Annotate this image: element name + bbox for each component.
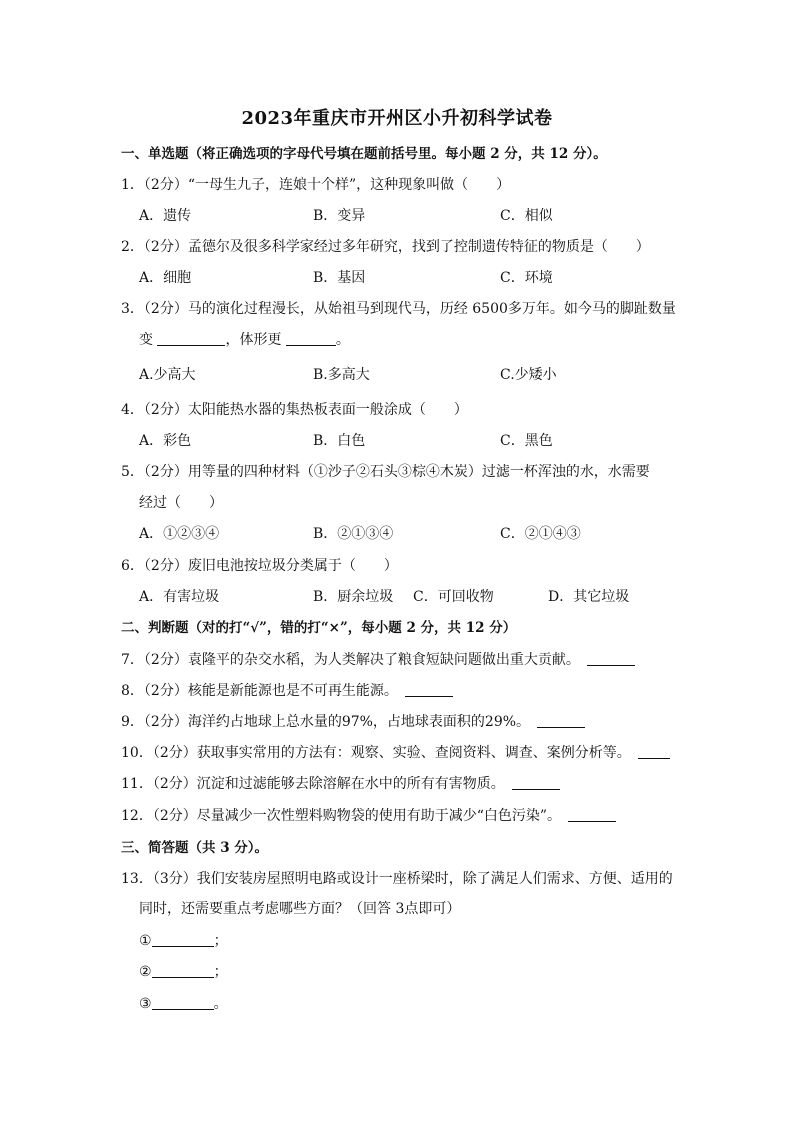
q2-option-b: B．基因 — [313, 270, 366, 286]
question-10 — [121, 743, 670, 763]
question-1-stem: 1．（2分）“一母生九子，连娘十个样”，这种现象叫做（ ） — [121, 177, 511, 193]
q13-answer-1-number: ① — [139, 933, 152, 949]
q11-text: 11．（2分）沉淀和过滤能够去除溶解在水中的所有有害物质。 — [121, 776, 505, 792]
question-12 — [121, 806, 616, 826]
q4-option-c: C．黑色 — [500, 433, 553, 449]
question-13-stem-continued: 同时，还需要重点考虑哪些方面？（回答 3点即可） — [139, 901, 461, 917]
q13-answer-line-2 — [139, 962, 228, 982]
q13-answer-line-3 — [139, 994, 228, 1014]
question-4-stem: 4．（2分）太阳能热水器的集热板表面一般涂成（ ） — [121, 402, 468, 418]
question-11 — [121, 774, 560, 794]
q3-option-b: B.多高大 — [313, 367, 370, 383]
section-header-short-answer: 三、简答题（共 3 分）。 — [121, 840, 269, 856]
q12-answer-blank — [568, 807, 616, 822]
q4-option-a: A．彩色 — [139, 433, 192, 449]
section-header-true-false: 二、判断题（对的打“√”，错的打“×”，每小题 2 分，共 12 分） — [121, 620, 517, 636]
question-2-stem: 2．（2分）孟德尔及很多科学家经过多年研究，找到了控制遗传特征的物质是（ ） — [121, 239, 650, 255]
q3-blank-2 — [286, 331, 336, 346]
section-header-single-choice: 一、单选题（将正确选项的字母代号填在题前括号里。每小题 2 分，共 12 分）。 — [121, 146, 607, 162]
q9-text: 9．（2分）海洋约占地球上总水量的97%，占地球表面积的29%。 — [121, 714, 531, 730]
q8-answer-blank — [405, 682, 453, 697]
q6-option-d: D．其它垃圾 — [548, 589, 630, 605]
q1-option-a: A．遗传 — [139, 208, 192, 224]
q6-option-c: C．可回收物 — [413, 589, 494, 605]
q8-text: 8．（2分）核能是新能源也是不可再生能源。 — [121, 683, 398, 699]
q3-text-part-b: ，体形更 — [225, 332, 286, 348]
q13-answer-1-blank — [152, 932, 214, 947]
question-5-stem-continued: 经过（ ） — [139, 495, 223, 511]
q11-answer-blank — [512, 775, 560, 790]
q7-text: 7．（2分）袁隆平的杂交水稻，为人类解决了粮食短缺问题做出重大贡献。 — [121, 652, 580, 668]
q2-option-c: C．环境 — [500, 270, 553, 286]
q3-option-a: A.少高大 — [139, 367, 196, 383]
question-3-stem: 3．（2分）马的演化过程漫长，从始祖马到现代马，历经 6500多万年。如今马的脚趾数量 — [121, 301, 676, 317]
question-13-stem: 13．（3分）我们安装房屋照明电路或设计一座桥梁时，除了满足人们需求、方便、适用的 — [121, 871, 673, 887]
q7-answer-blank — [587, 651, 635, 666]
q13-answer-1-end: ； — [213, 933, 228, 949]
q6-option-a: A．有害垃圾 — [139, 589, 220, 605]
q5-option-a: A．①②③④ — [139, 526, 220, 542]
q6-option-b: B．厨余垃圾 — [313, 589, 394, 605]
q1-option-b: B．变异 — [313, 208, 366, 224]
exam-title: 2023年重庆市开州区小升初科学试卷 — [241, 108, 553, 129]
q10-answer-blank — [638, 744, 670, 759]
q13-answer-2-end: ； — [213, 964, 228, 980]
q10-text: 10．（2分）获取事实常用的方法有：观察、实验、查阅资料、调查、案例分析等。 — [121, 745, 631, 761]
question-6-stem: 6．（2分）废旧电池按垃圾分类属于（ ） — [121, 558, 398, 574]
q5-option-b: B．②①③④ — [313, 526, 394, 542]
q13-answer-2-blank — [152, 963, 214, 978]
question-3-stem-continued — [139, 330, 350, 350]
q13-answer-2-number: ② — [139, 964, 152, 980]
q13-answer-3-blank — [152, 995, 214, 1010]
q3-text-part-a: 变 — [139, 332, 158, 348]
q3-text-part-c: 。 — [335, 332, 350, 348]
q4-option-b: B．白色 — [313, 433, 366, 449]
q1-option-c: C．相似 — [500, 208, 553, 224]
q13-answer-line-1 — [139, 931, 228, 951]
question-8 — [121, 681, 453, 701]
q12-text: 12．（2分）尽量减少一次性塑料购物袋的使用有助于减少“白色污染”。 — [121, 808, 562, 824]
q9-answer-blank — [537, 713, 585, 728]
q3-blank-1 — [157, 331, 225, 346]
q13-answer-3-number: ③ — [139, 996, 152, 1012]
q13-answer-3-end: 。 — [213, 996, 228, 1012]
q2-option-a: A．细胞 — [139, 270, 192, 286]
q5-option-c: C．②①④③ — [500, 526, 581, 542]
question-7 — [121, 650, 635, 670]
q3-option-c: C.少矮小 — [500, 367, 557, 383]
question-9 — [121, 712, 585, 732]
question-5-stem: 5．（2分）用等量的四种材料（①沙子②石头③棕④木炭）过滤一杯浑浊的水，水需要 — [121, 464, 650, 480]
